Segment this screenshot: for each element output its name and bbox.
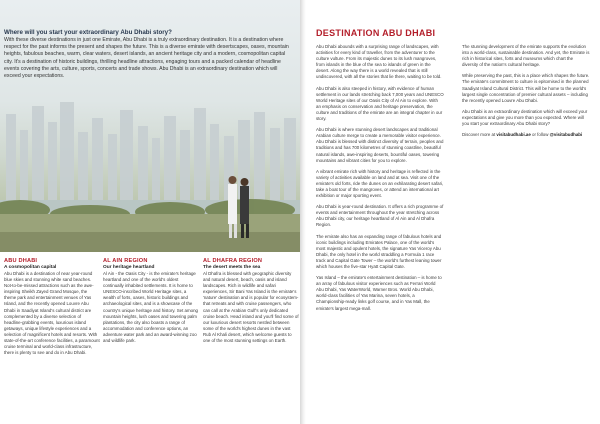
column-al-dhafra bbox=[203, 258, 299, 344]
intro-question: Where will you start your extraordinary Abu Dhabi story? bbox=[4, 29, 172, 36]
column-al-ain bbox=[103, 258, 199, 344]
intro-text bbox=[4, 29, 294, 80]
paragraph: Abu Dhabi is also steeped in history, with evidence of human settlement in our lands stretching back 7,000 years and UNESCO World Heritage sites of our Oasis City of Al Ain to explore. With an emphasis on conservation and heritage preservation, the culture and traditions of the emirate are an integral chapter in our story. bbox=[316, 85, 444, 122]
right-column-left bbox=[316, 44, 444, 317]
column-title: AL AIN REGION bbox=[103, 258, 148, 264]
column-subtitle: The desert meets the sea bbox=[203, 265, 261, 270]
website-link[interactable]: visitabudhabi.ae bbox=[496, 132, 531, 138]
hero-image bbox=[0, 0, 300, 252]
column-body: Al Dhafra is blessed with geographic diversity and natural desert, beach, oasis and island landscapes. Rich in wildlife and safari experiences, Sir Bani Yas Island is the emirate's 'nature' destination and is popular for ecosystem-that retreats and with cruise passengers, who can call at the Arabian Gulf's only dedicated cruise beach. Head inland and you'll find some of our luxurious desert resorts nestled between some of the world's highest dunes in the vast Rub Al Khali desert, which welcome guests to one of the most stunning settings on Earth. bbox=[203, 271, 299, 344]
skyline-illustration bbox=[0, 72, 300, 252]
intro-body: With these diverse destinations in just one Emirate, Abu Dhabi is a truly extraordinary destination. It is a destination where respect for the past informs the present and shapes the future. This is a diverse emirate with desertscapes, oases, mountain heights, fabulous beaches, warm, clear waters, desert islands, an ancient heritage city and a modern, cosmopolitan capital city. It's a destination of historic buildings, thrilling headline attractions, engaging tours and a packed calendar of headline events covering the arts, culture, sports, concerts and trade shows. Abu Dhabi is an extraordinary destination which will exceed your expectations. bbox=[4, 37, 289, 80]
column-abu-dhabi bbox=[4, 258, 100, 356]
discover-more bbox=[462, 132, 590, 138]
paragraph: Abu Dhabi is where stunning desert landscapes and traditional Arabian culture merge to create a memorable visitor experience. Abu Dhabi is blessed with distinct diversity of terrain, peoples and traditions and has 700 kilometres of stunning coastline, beautiful natural islands, awe-inspiring deserts, bountiful oases, towering mountains and vibrant cities for you to explore. bbox=[316, 127, 444, 163]
paragraph: Abu Dhabi is an extraordinary destination which will exceed your expectations and give you more than you expected. Where will you start your extraordinary Abu Dhabi story? bbox=[462, 108, 588, 127]
paragraph: Abu Dhabi is year-round destination. It offers a rich programme of events and entertainment throughout the year stretching across Abu Dhabi city, our heritage heartland of Al Ain and Al Dhafra Region. bbox=[316, 204, 444, 228]
column-subtitle: A cosmopolitan capital bbox=[4, 265, 57, 270]
paragraph: While preserving the past, this is a place which shapes the future. The emirate's commitment to culture is epitomised in the planned Saadiyat Island Cultural District. This will be home to the world's largest single concentration of premier cultural assets – including the recently opened Louvre Abu Dhabi. bbox=[462, 73, 590, 103]
paragraph: The stunning development of the emirate supports the evolution into a world-class, sustainable destination. And yet, the Emirate is rich in historical sites, forts and museums which chart the diversity of the nation's cultural heritage. bbox=[462, 44, 590, 68]
paragraph: A vibrant emirate rich with history and heritage is reflected in the variety of activities available on land and at sea. Visit one of the emirate's old forts, ride the dunes on an exhilarating desert safari, take a boat tour of the mangroves, or attend an international art exhibition or major sporting event. bbox=[316, 168, 444, 199]
right-page bbox=[306, 0, 600, 424]
right-column-right bbox=[462, 44, 590, 143]
page-title: DESTINATION ABU DHABI bbox=[316, 28, 436, 38]
column-title: ABU DHABI bbox=[4, 258, 38, 264]
discover-prefix: Discover more at bbox=[462, 132, 497, 138]
follow-prefix: or follow bbox=[530, 132, 550, 138]
social-handle-link[interactable]: @visitabudhabi bbox=[549, 132, 583, 138]
paragraph: The emirate also has an expanding range of fabulous hotels and iconic buildings including Emirates Palace, one of the world's most majestic and opulent hotels, the signature Yas Viceroy Abu Dhabi, the only hotel in the world straddling a Formula 1 race track and Capital Gate Tower – the world's furthest leaning tower which houses the five-star Hyatt Capital Gate. bbox=[316, 233, 442, 269]
paragraph: Abu Dhabi abounds with a surprising range of landscapes, with activities for every kind of traveller, from the adventurer to the culture vulture. From its majestic dunes to its lush mangroves, from islands in the blue of the sea to islands of green in the desert. Along the way there is a world revealed that is still undiscovered, with all the stories that lie there, waiting to be told. bbox=[316, 44, 442, 80]
column-title: AL DHAFRA REGION bbox=[203, 258, 263, 264]
column-subtitle: Our heritage heartland bbox=[103, 265, 155, 270]
column-body: Al Ain - the Oasis City - is the emirate's heritage heartland and one of the world's oldest continually inhabited settlements. It is home to UNESCO-inscribed World Heritage sites, a wealth of forts, oases, historic buildings and archaeological sites, and is a showcase of the country's unique heritage and history. Set among mountain heights, lush oases and towering palm plantations, the city also boasts a range of accommodation and conference options, an adventure water park and an award-winning zoo and wildlife park. bbox=[103, 271, 198, 344]
paragraph: Yas Island – the emirate's entertainment destination – is home to an array of fabulous visitor experiences such as Ferrari World Abu Dhabi, Yas WaterWorld, Warner Bros. World Abu Dhabi, world-class facilities of Yas Marina, seven hotels, a Championship-ready links golf course, and in Yas Mall, the emirate's largest mega-mall. bbox=[316, 275, 442, 311]
column-body: Abu Dhabi is a destination of near year-round blue skies and stunning white sand beaches. Not-to-be-missed attractions such as the awe-inspiring Sheikh Zayed Grand Mosque, the theme park and entertainment venues of Yas Island, and the recently opened Louvre Abu Dhabi in Saadiyat Island's cultural district are complemented by a diverse selection of headline-grabbing events, luxurious island getaways, unique lifestyle experiences and a selection of magnificent hotels and resorts. With state-of-the-art conference facilities, a paramount cruise terminal and world-class infrastructure, there is plenty to see and do in Abu Dhabi. bbox=[4, 271, 100, 356]
